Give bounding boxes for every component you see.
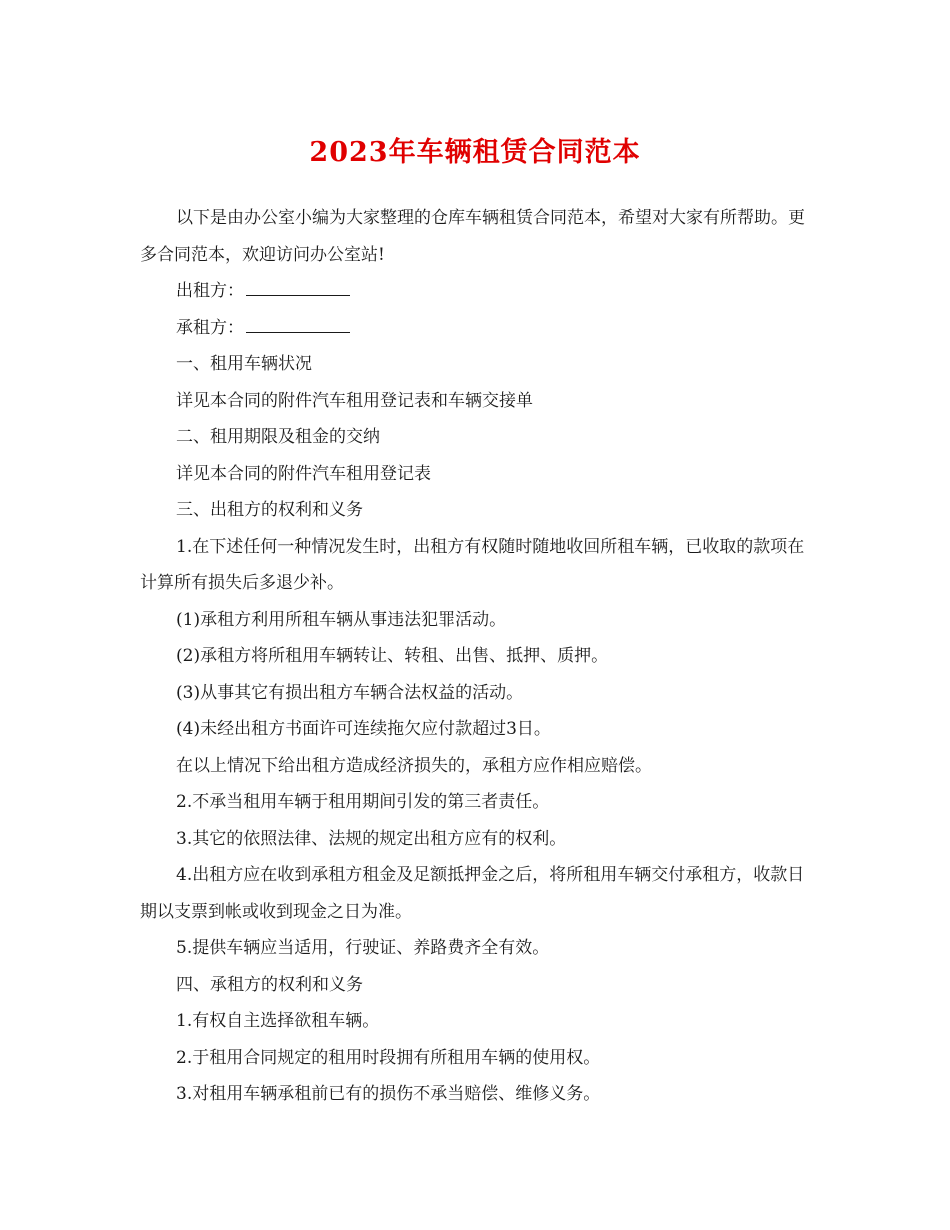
section2-heading: 二、租用期限及租金的交纳: [176, 427, 380, 447]
section3-heading: 三、出租方的权利和义务: [176, 500, 363, 520]
intro-paragraph: 以下是由办公室小编为大家整理的仓库车辆租赁合同范本，希望对大家有所帮助。更多合同范本，欢迎访问办公室站!: [140, 208, 805, 265]
document-title: 2023年车辆租赁合同范本: [309, 137, 641, 168]
lessee-blank: [246, 314, 350, 333]
section3-item4: 4.出租方应在收到承租方租金及足额抵押金之后，将所租用车辆交付承租方，收款日期以支票到帐或收到现金之日为准。: [140, 865, 805, 922]
section3-item1: 1.在下述任何一种情况发生时，出租方有权随时随地收回所租车辆，已收取的款项在计算所有损失后多退少补。: [140, 536, 805, 593]
section3-item5: 5.提供车辆应当适用，行驶证、养路费齐全有效。: [176, 938, 550, 958]
lessee-label: 承租方：: [176, 317, 244, 338]
section4-item2: 2.于租用合同规定的租用时段拥有所租用车辆的使用权。: [176, 1047, 601, 1068]
lessee-line: [140, 310, 812, 347]
section2-text: 详见本合同的附件汽车租用登记表: [176, 463, 431, 484]
section1-heading: 一、租用车辆状况: [176, 354, 312, 374]
lessor-line: [140, 273, 812, 310]
section3-item2: 2.不承当租用车辆于租用期间引发的第三者责任。: [176, 792, 550, 812]
section3-sub4: (4)未经出租方书面许可连续拖欠应付款超过3日。: [176, 719, 551, 739]
section3-item3: 3.其它的依照法律、法规的规定出租方应有的权利。: [176, 828, 567, 849]
section1-text: 详见本合同的附件汽车租用登记表和车辆交接单: [176, 390, 533, 411]
section4-item3: 3.对租用车辆承租前已有的损伤不承当赔偿、维修义务。: [176, 1084, 601, 1104]
lessor-label: 出租方：: [176, 281, 244, 301]
section3-compensation: 在以上情况下给出租方造成经济损失的，承租方应作相应赔偿。: [176, 755, 652, 776]
document-body: [140, 200, 812, 1113]
section4-item1: 1.有权自主选择欲租车辆。: [176, 1011, 380, 1031]
section3-sub2: (2)承租方将所租用车辆转让、转租、出售、抵押、质押。: [176, 646, 609, 666]
section3-sub3: (3)从事其它有损出租方车辆合法权益的活动。: [176, 682, 524, 703]
section3-sub1: (1)承租方利用所租车辆从事违法犯罪活动。: [176, 609, 507, 630]
lessor-blank: [246, 277, 350, 296]
section4-heading: 四、承租方的权利和义务: [176, 974, 363, 995]
